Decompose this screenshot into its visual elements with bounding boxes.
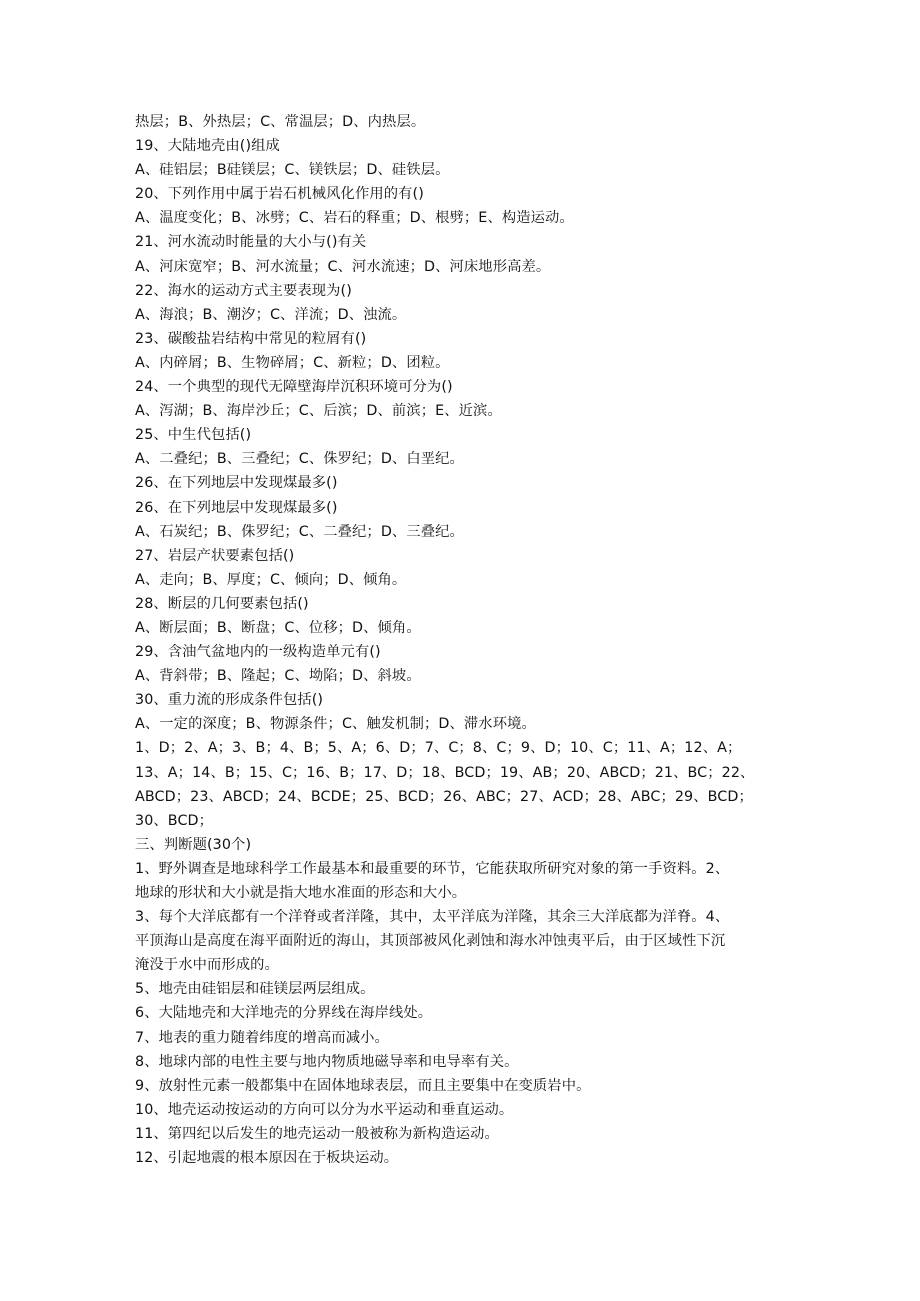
options-27: A、走向；B、厚度；C、倾向；D、倾角。: [135, 571, 407, 588]
options-20: A、温度变化；B、冰劈；C、岩石的释重；D、根劈；E、构造运动。: [135, 210, 574, 227]
options-28: A、断层面；B、断盘；C、位移；D、倾角。: [135, 619, 421, 636]
question-20: 20、下列作用中属于岩石机械风化作用的有(): [135, 186, 424, 203]
options-30: A、一定的深度；B、物源条件；C、触发机制；D、滞水环境。: [135, 716, 536, 733]
answer-key-line: 30、BCD；: [135, 812, 214, 829]
answer-key-line: 1、D；2、A；3、B；4、B；5、A；6、D；7、C；8、C；9、D；10、C；11、A；12、A；: [135, 740, 742, 757]
statement-9: 9、放射性元素一般都集中在固体地球表层，而且主要集中在变质岩中。: [135, 1077, 591, 1094]
options-29: A、背斜带；B、隆起；C、坳陷；D、斜坡。: [135, 668, 421, 685]
question-28: 28、断层的几何要素包括(): [135, 595, 309, 612]
statement-10: 10、地壳运动按运动的方向可以分为水平运动和垂直运动。: [135, 1101, 514, 1118]
options-21: A、河床宽窄；B、河水流量；C、河水流速；D、河床地形高差。: [135, 258, 551, 275]
statement-11: 11、第四纪以后发生的地壳运动一般被称为新构造运动。: [135, 1125, 499, 1142]
question-22: 22、海水的运动方式主要表现为(): [135, 282, 352, 299]
question-26: 26、在下列地层中发现煤最多(): [135, 475, 338, 492]
question-26-duplicate: 26、在下列地层中发现煤最多(): [135, 499, 338, 516]
statement-line: 淹没于水中而形成的。: [135, 957, 279, 974]
statement-line: 平顶海山是高度在海平面附近的海山，其顶部被风化剥蚀和海水冲蚀夷平后，由于区域性下沉: [135, 933, 726, 950]
statement-8: 8、地球内部的电性主要与地内物质地磁导率和电导率有关。: [135, 1053, 519, 1070]
options-24: A、泻湖；B、海岸沙丘；C、后滨；D、前滨；E、近滨。: [135, 403, 502, 420]
statement-12: 12、引起地震的根本原因在于板块运动。: [135, 1150, 399, 1167]
question-21: 21、河水流动时能量的大小与()有关: [135, 234, 367, 251]
options-23: A、内碎屑；B、生物碎屑；C、新粒；D、团粒。: [135, 354, 450, 371]
options-19: A、硅铝层；B硅镁层；C、镁铁层；D、硅铁层。: [135, 162, 450, 179]
question-19: 19、大陆地壳由()组成: [135, 138, 280, 155]
options-26: A、石炭纪；B、侏罗纪；C、二叠纪；D、三叠纪。: [135, 523, 464, 540]
question-27: 27、岩层产状要素包括(): [135, 547, 295, 564]
statement-6: 6、大陆地壳和大洋地壳的分界线在海岸线处。: [135, 1005, 433, 1022]
question-30: 30、重力流的形成条件包括(): [135, 692, 324, 709]
text-line: 热层；B、外热层；C、常温层；D、内热层。: [135, 114, 426, 130]
question-24: 24、一个典型的现代无障壁海岸沉积环境可分为(): [135, 379, 453, 396]
question-23: 23、碳酸盐岩结构中常见的粒屑有(): [135, 330, 367, 347]
options-25: A、二叠纪；B、三叠纪；C、侏罗纪；D、白垩纪。: [135, 451, 464, 468]
statement-5: 5、地壳由硅铝层和硅镁层两层组成。: [135, 981, 375, 998]
answer-key-line: 13、A；14、B；15、C；16、B；17、D；18、BCD；19、AB；20、ABCD；21、BC；22、: [135, 764, 755, 781]
statement-line: 1、野外调查是地球科学工作最基本和最重要的环节，它能获取所研究对象的第一手资料。2、: [135, 860, 730, 877]
options-22: A、海浪；B、潮汐；C、洋流；D、浊流。: [135, 306, 407, 323]
question-29: 29、含油气盆地内的一级构造单元有(): [135, 644, 381, 661]
section-heading: 三、判断题(30个): [135, 836, 252, 853]
statement-line: 地球的形状和大小就是指大地水准面的形态和大小。: [135, 885, 467, 901]
document-page: [135, 110, 785, 1170]
answer-key-line: ABCD；23、ABCD；24、BCDE；25、BCD；26、ABC；27、ACD；28、ABC；29、BCD；: [135, 788, 753, 805]
statement-7: 7、地表的重力随着纬度的增高而减小。: [135, 1029, 389, 1046]
statement-line: 3、每个大洋底都有一个洋脊或者洋隆，其中，太平洋底为洋隆，其余三大洋底都为洋脊。4、: [135, 909, 730, 926]
question-25: 25、中生代包括(): [135, 427, 252, 444]
